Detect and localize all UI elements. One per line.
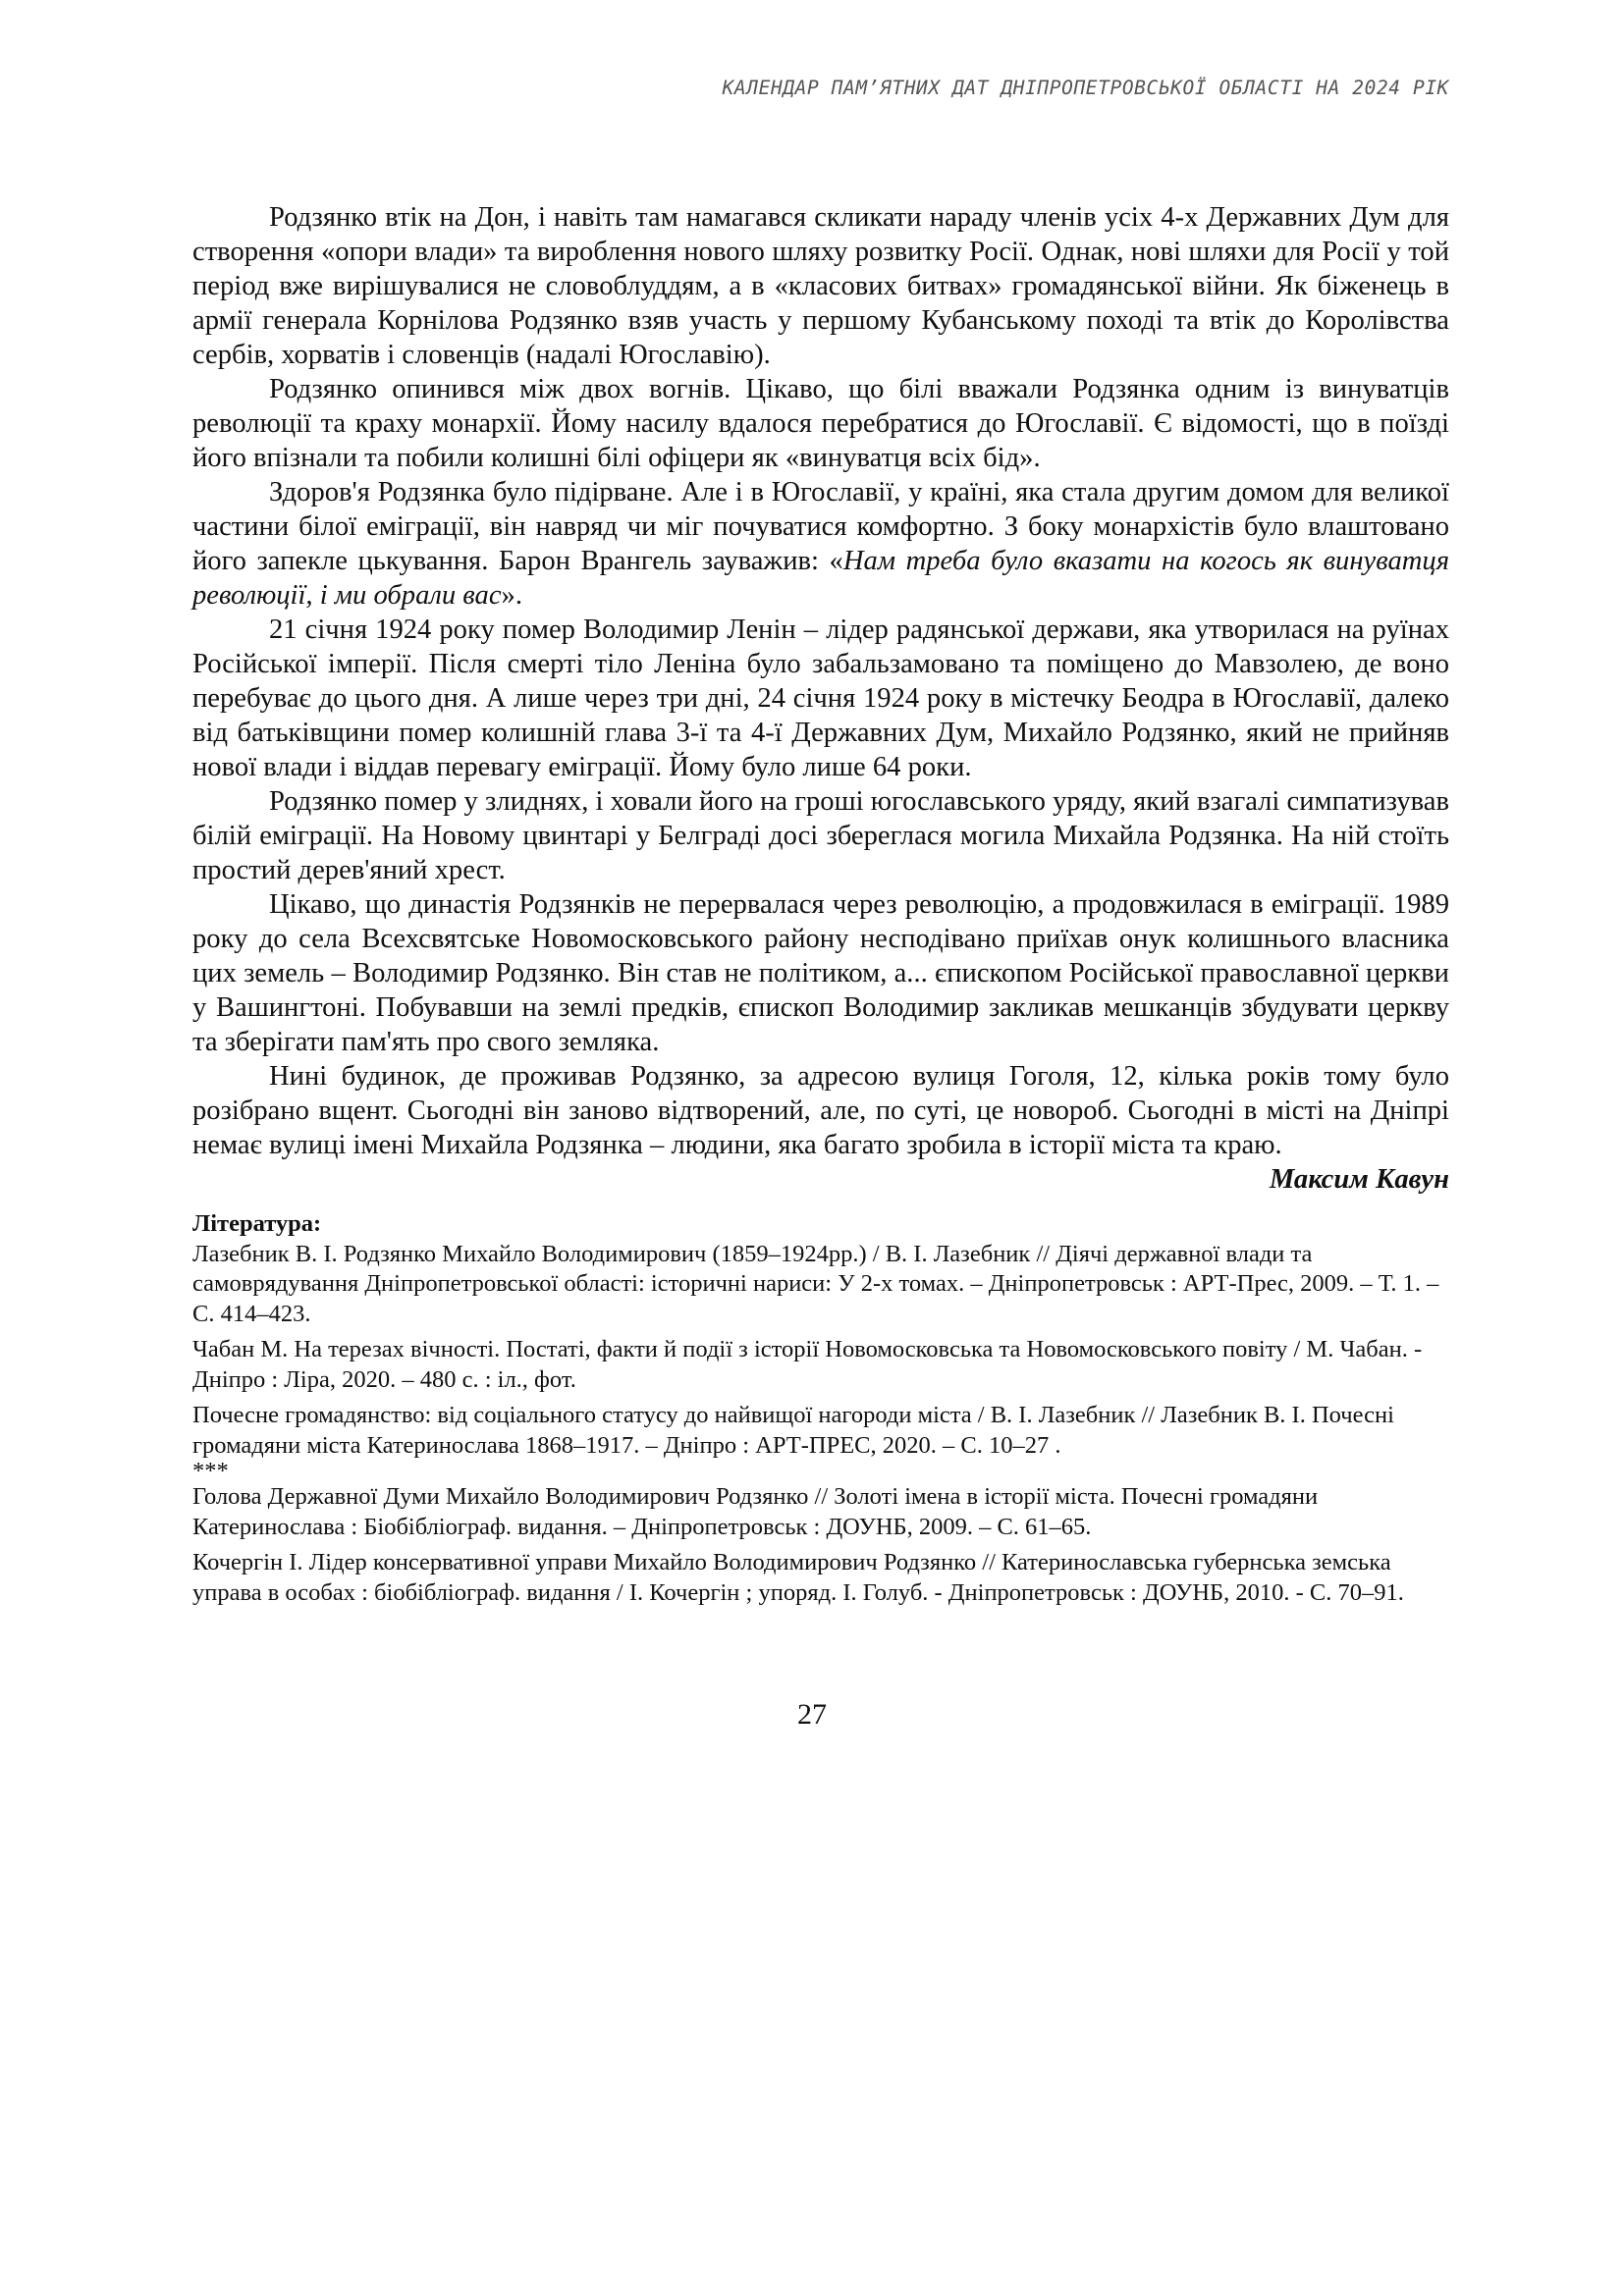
paragraph-7: Нині будинок, де проживав Родзянко, за адресою вулиця Гоголя, 12, кілька років тому було розібрано вщент. Сьогодні він заново відтворений, але, по суті, це новороб. Сьогодні в місті на Дніпрі немає вулиці імені Михайла Родзянка – людини, яка багато зробила в історії міста та краю. (192, 1061, 1449, 1160)
literature-item: Кочергін І. Лідер консервативної управи Михайло Володимирович Родзянко // Катеринославська губернська земська управа в особах : біобібліограф. видання / І. Кочергін ; упоряд. І. Голуб. - Дніпропетровськ : ДОУНБ, 2010. - С. 70–91. (192, 1549, 1404, 1606)
paragraph-3 (192, 475, 1449, 613)
paragraph-3-end: ». (501, 580, 522, 611)
page-number: 27 (797, 1698, 827, 1731)
paragraph-3-text: Здоров'я Родзянка було підірване. Але і в Югославії, у країні, яка стала другим домом для великої частини білої еміграції, він навряд чи міг почуватися комфортно. З боку монархістів було влаштовано його запекле цькування. Барон Врангель зауважив: « (192, 477, 1449, 576)
literature-section (192, 1209, 1449, 1614)
literature-item: Почесне громадянство: від соціального статусу до найвищої нагороди міста / В. І. Лазебник // Лазебник В. І. Почесні громадяни міста Катеринослава 1868–1917. – Дніпро : АРТ-ПРЕС, 2020. – С. 10–27 . (192, 1402, 1394, 1459)
article-body (192, 200, 1449, 1197)
running-header: КАЛЕНДАР ПАМ’ЯТНИХ ДАТ ДНІПРОПЕТРОВСЬКОЇ ОБЛАСТІ НА 2024 РІК (722, 77, 1449, 99)
literature-separator: *** (192, 1458, 229, 1484)
literature-item: Голова Державної Думи Михайло Володимирович Родзянко // Золоті імена в історії міста. Почесні громадяни Катеринослава : Біобібліограф. видання. – Дніпропетровськ : ДОУНБ, 2009. – С. 61–65. (192, 1483, 1319, 1540)
paragraph-1: Родзянко втік на Дон, і навіть там намагався скликати нараду членів усіх 4-х Державних Дум для створення «опори влади» та вироблення нового шляху розвитку Росії. Однак, нові шляхи для Росії у той період вже вирішувалися не словоблуддям, а в «класових битвах» громадянської війни. Як біженець в армії генерала Корнілова Родзянко взяв участь у першому Кубанському поході та втік до Королівства сербів, хорватів і словенців (надалі Югославію). (192, 202, 1449, 370)
paragraph-4: 21 січня 1924 року помер Володимир Ленін – лідер радянської держави, яка утворилася на руїнах Російської імперії. Після смерті тіло Леніна було забальзамовано та поміщено до Мавзолею, де воно перебуває до цього дня. А лише через три дні, 24 січня 1924 року в містечку Беодра в Югославії, далеко від батьківщини помер колишній глава 3-ї та 4-ї Державних Дум, Михайло Родзянко, який не прийняв нової влади і віддав перевагу еміграції. Йому було лише 64 роки. (192, 614, 1449, 782)
paragraph-2: Родзянко опинився між двох вогнів. Цікаво, що білі вважали Родзянка одним із винуватців революції та краху монархії. Йому насилу вдалося перебратися до Югославії. Є відомості, що в поїзді його впізнали та побили колишні білі офіцери як «винуватця всіх бід». (192, 374, 1449, 473)
literature-item: Лазебник В. І. Родзянко Михайло Володимирович (1859–1924рр.) / В. І. Лазебник // Діячі державної влади та самоврядування Дніпропетровської області: історичні нариси: У 2-х томах. – Дніпропетровськ : АРТ-Прес, 2009. – Т. 1. – С. 414–423. (192, 1240, 1439, 1327)
author-signature: Максим Кавун (1269, 1164, 1449, 1195)
paragraph-5: Родзянко помер у злиднях, і ховали його на гроші югославського уряду, який взагалі симпатизував білій еміграції. На Новому цвинтарі у Белграді досі збереглася могила Михайла Родзянка. На ній стоїть простий дерев'яний хрест. (192, 786, 1449, 885)
literature-item: Чабан М. На терезах вічності. Постаті, факти й події з історії Новомосковська та Новомосковського повіту / М. Чабан. - Дніпро : Ліра, 2020. – 480 с. : іл., фот. (192, 1336, 1423, 1393)
wrangel-quote: Нам треба було вказати на когось як винуватця революції, і ми обрали вас (192, 546, 1449, 611)
paragraph-6: Цікаво, що династія Родзянків не перервалася через революцію, а продовжилася в еміграції. 1989 року до села Всехсвятське Новомосковського району несподівано приїхав онук колишнього власника цих земель – Володимир Родзянко. Він став не політиком, а... єпископом Російської православної церкви у Вашингтоні. Побувавши на землі предків, єпископ Володимир закликав мешканців збудувати церкву та зберігати пам'ять про свого земляка. (192, 889, 1449, 1057)
literature-title: Література: (192, 1210, 322, 1237)
